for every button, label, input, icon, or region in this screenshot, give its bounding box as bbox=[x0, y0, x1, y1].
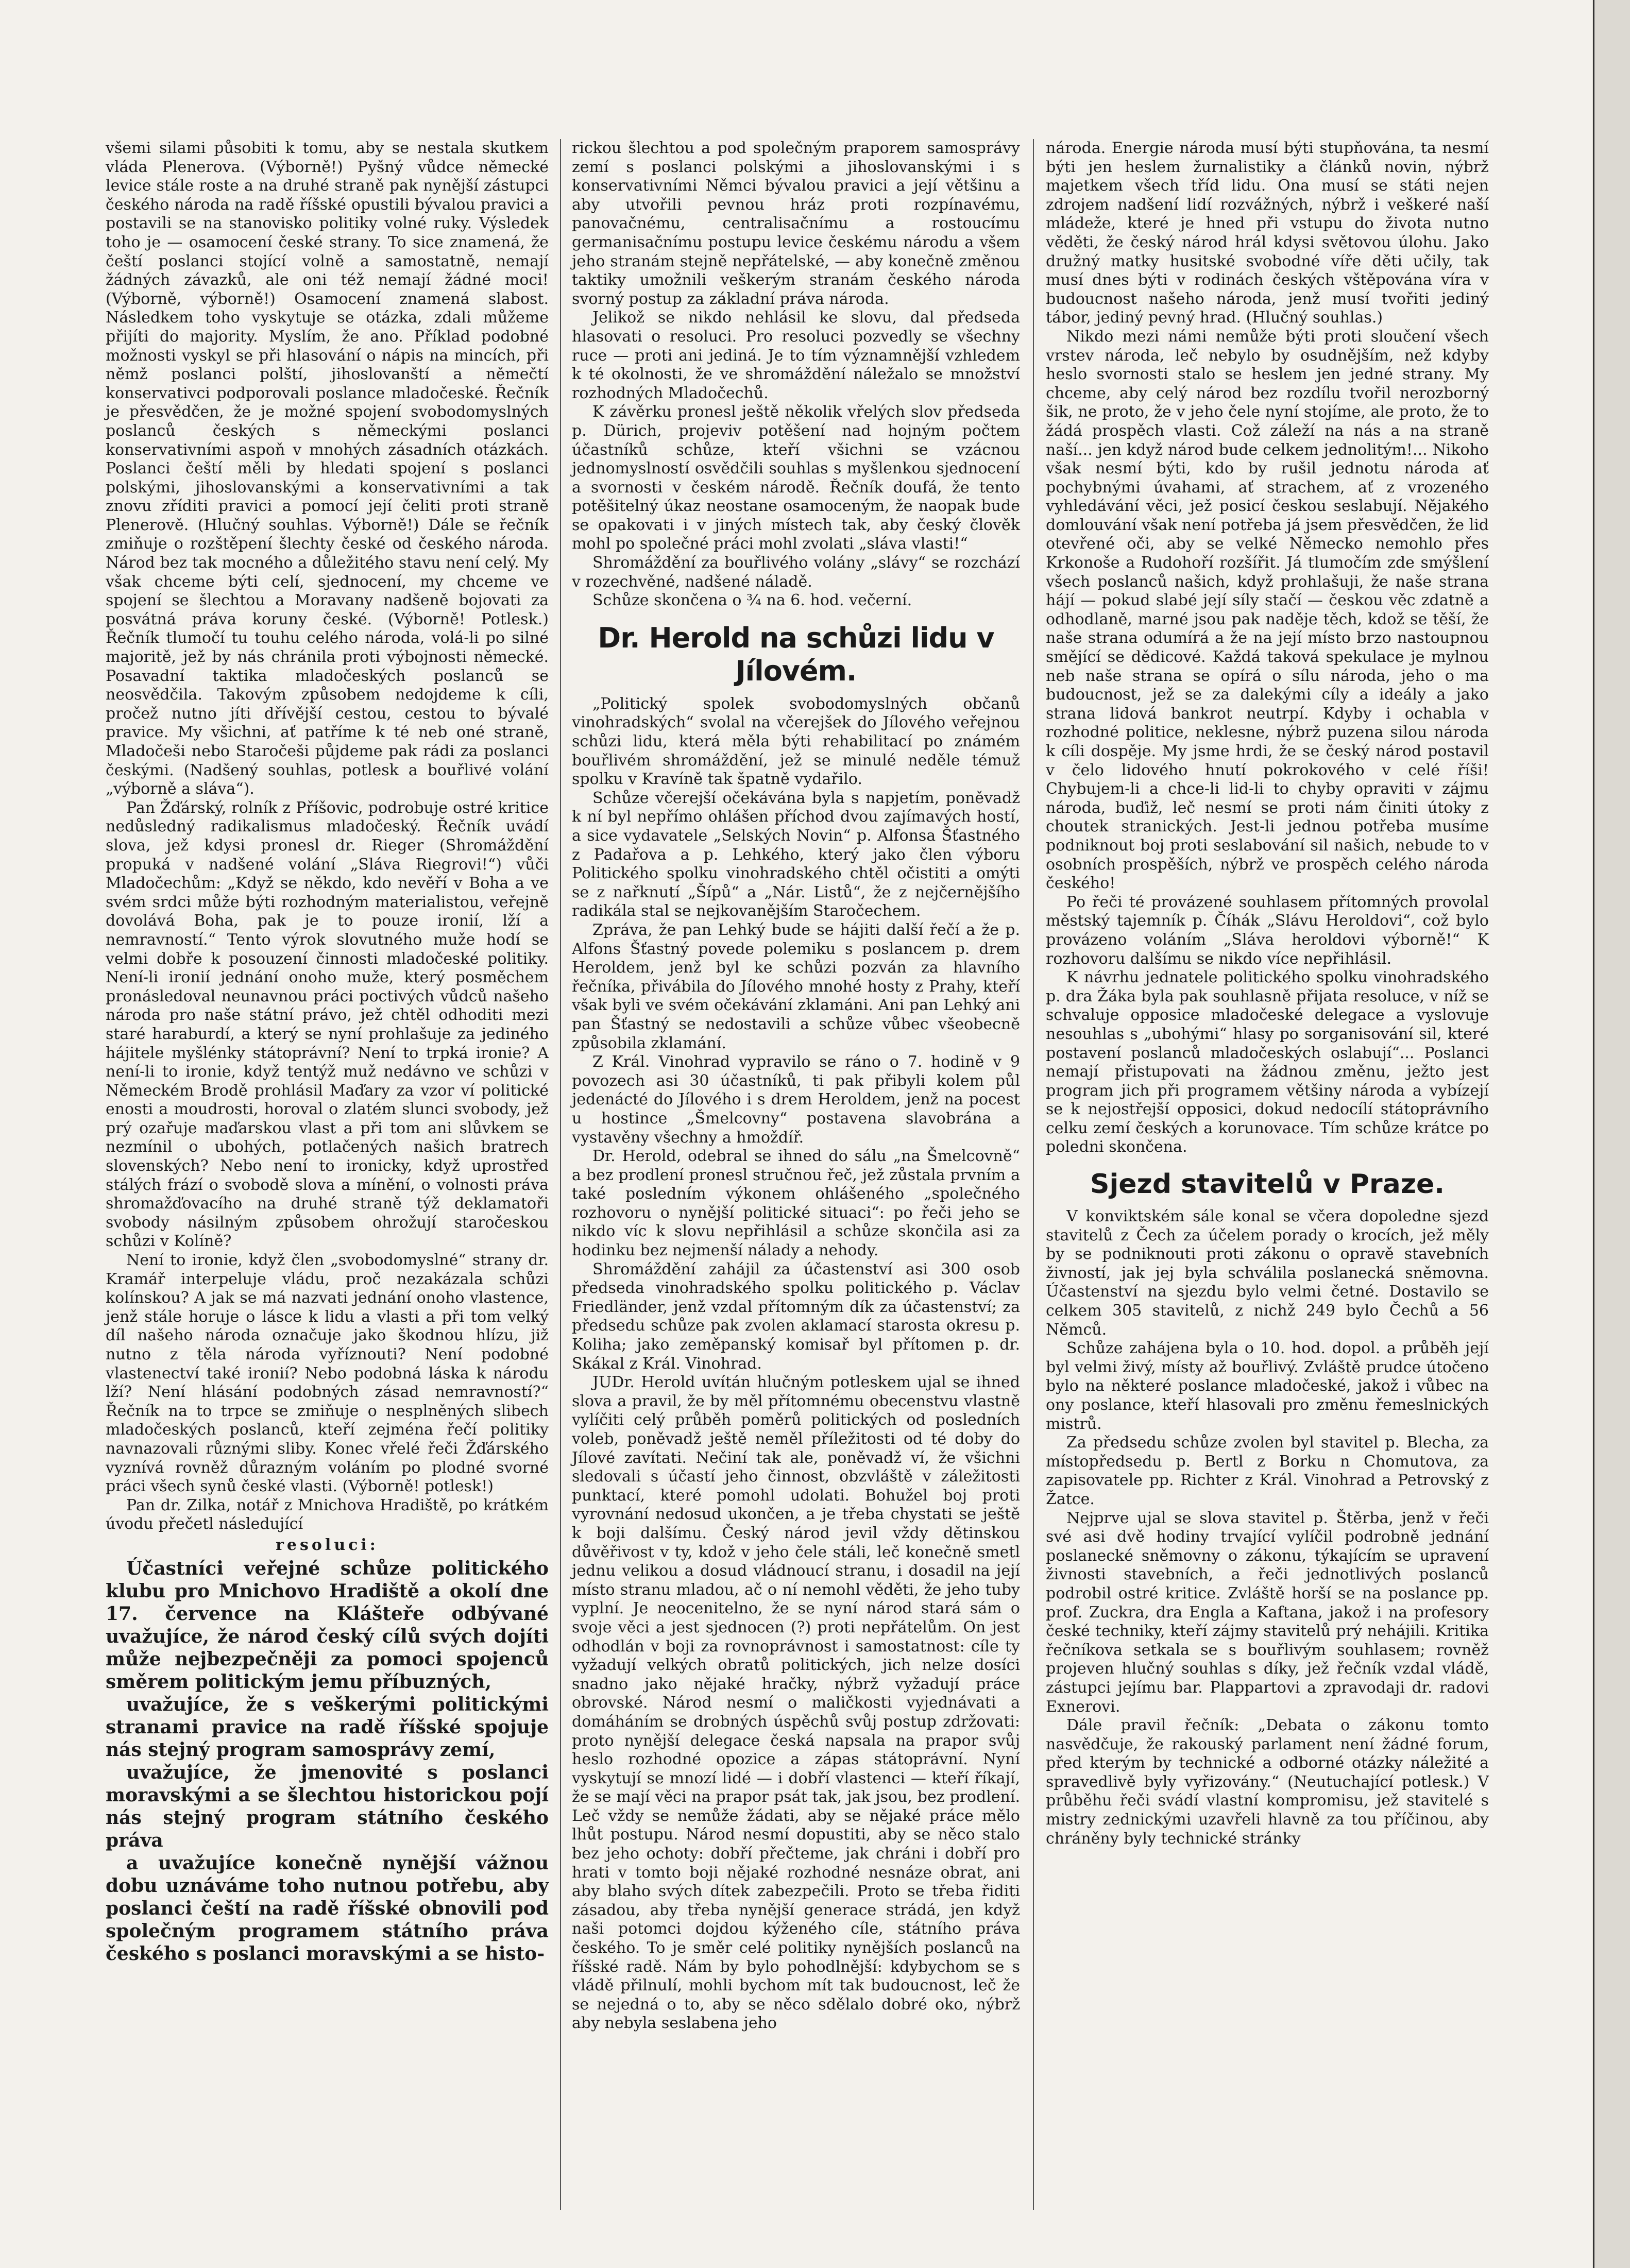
paragraph: Zpráva, že pan Lehký bude se hájiti další řečí a že p. Alfons Šťastný povede polemiku s poslancem p. drem Heroldem, jenž byl ke schůzi pozván za hlavního řečníka, přivábila do Jílového mnohé hosty z Prahy, kteří však byli ve svém očekávání zklamáni. Ani pan Lehký ani pan Šťastný se nedostavili a schůze vůbec všeobecně způsobila zklamání. bbox=[572, 920, 1020, 1052]
paragraph: Po řeči té provázené souhlasem přítomných provolal městský tajemník p. Číhák „Slávu Heroldovi“, což bylo provázeno voláním „Sláva heroldovi výborně!“ K rozhovoru dalšímu se nikdo více nepřihlásil. bbox=[1046, 893, 1489, 968]
resolution-paragraph: uvažujíce, že jmenovité s poslanci moravskými a se šlechtou historickou pojí nás stejný program státního českého práva bbox=[106, 1761, 549, 1851]
column-right bbox=[1046, 139, 1489, 1848]
paragraph: Pan Žďárský, rolník z Příšovic, podrobuje ostré kritice nedůsledný radikalismus mladočeský. Řečník uvádí slova, jež kdysi pronesl dr. Rieger (Shromáždění propuká v nadšené volání „Sláva Riegrovi!“) vůči Mladočechům: „Když se někdo, kdo nevěří v Boha a ve svém srdci může býti rozhodným materialistou, veřejně dovolává Boha, pak je to pouze ironií, lží a nemravností.“ Tento výrok slovutného muže hodí se velmi dobře k posouzení činnosti mladočeské politiky. Není-li ironií jednání onoho muže, který posměchem pronásledoval neunavnou práci poctivých vůdců našeho národa pro naše státní právo, jež chtěl odhoditi mezi staré haraburdí, a který se nyní prohlašuje za jediného hájitele myšlénky státoprávní? Není to trpká ironie? A není-li to ironie, když tentýž muž nedávno ve schůzi v Německém Brodě prohlásil Maďary za vzor ví politické enosti a moudrosti, horoval o zlatém slunci svobody, jež prý ozařuje maďarskou vlast a při tom ani slůvkem se nezmínil o ubohých, potlačených našich bratrech slovenských? Nebo není to ironicky, když uprostřed stálých frází o svobodě slova a mínění, o volnosti práva shromažďovacího na druhé straně týž deklamatoři svobody násilným způsobem ohrožují staročeskou schůzi v Kolíně? bbox=[106, 798, 549, 1251]
column-rule bbox=[1033, 139, 1034, 2210]
paragraph: rickou šlechtou a pod společným praporem samosprávy zemí s poslanci polskými a jihoslovanskými i s konservativními Němci bývalou pravici a její většinu a aby utvořili pevnou hráz proti rozpínavému, panovačnému, centralisačnímu a rostoucímu germanisačnímu postupu levice českému národu a všem jeho stranám stejně nepřátelské, — aby konečně změnou taktiky umožnili veškerým stranám českého národa svorný postup za základní práva národa. bbox=[572, 139, 1020, 308]
paragraph: K závěrku pronesl ještě několik vřelých slov předseda p. Dürich, projeviv potěšení nad hojným počtem účastníků schůze, kteří všichni se vzácnou jednomyslností osvědčili souhlas s myšlenkou sjednocení a svornosti v českém národě. Řečník doufá, že tento potěšitelný úkaz neostane osamoceným, že naopak bude se opakovati i v jiných místech tak, aby český člověk mohl po společné práci mohl zvolati „sláva vlasti!“ bbox=[572, 403, 1020, 553]
paragraph: Nikdo mezi námi nemůže býti proti sloučení všech vrstev národa, leč nebylo by osudnějším, než kdyby heslo svornosti stalo se heslem jen jedné strany. My chceme, aby celý národ bez rozdílu tvořil nerozborný šik, ne proto, že v jeho čele nyní stojíme, ale proto, že to žádá prospěch vlasti. Což záleží na nás a na straně naší... jen když národ bude celkem jednolitým!... Nikoho však nesmí býti, kdo by rušil jednotu národa ať pochybnými úvahami, ať strachem, ať z vrozeného vyhledávání věci, jež posicí českou seslabují. Nějakého domlouvání však není potřeba já jsem přesvědčen, že lid otevřené oči, aby se velké Německo nemohlo přes Krkonoše a Rudohoří rozšířit. Já tlumočím zde smýšlení všech poslanců našich, když prohlašuji, že naše strana hájí — pokud slabé její síly stačí — českou věc zdatně a odhodlaně, marné jsou pak naděje těch, kdož se těší, že naše strana odumírá a že na její místo brzo nastoupnou smějící se dědicové. Každá taková spekulace je mylnou neb naše strana se opírá o sílu národa, jeho o ma budoucnost, jež se za dalekými cíly a ideály a jako strana lidová bankrot neutrpí. Kdyby i ochabla v rozhodné politice, neklesne, nýbrž puzena silou národa k cíli dospěje. My jsme hrdi, že se český národ postavil v čelo lidového hnutí pokrokového v celé říši! Chybujem-li a chce-li lid-li to chyby opraviti v zájmu národa, buďiž, leč nesmí se proti nám činiti útoky z choutek stranických. Jest-li jednou potřeba musíme podniknout boj proti seslabování sil našich, nebude to v osobních prospěších, nýbrž ve prospěch celého národa českého! bbox=[1046, 327, 1489, 893]
paragraph: Dále pravil řečník: „Debata o zákonu tomto nasvědčuje, že rakouský parlament není žádné forum, před kterým by technické a odborné otázky náležité a spravedlivě byly vyřizovány.“ (Neutuchající potlesk.) V průběhu řeči svádí vlastní kompromisu, jež stavitelé s mistry zednickými uzavřeli hlavně za tou příčinou, aby chráněny byly technické stránky bbox=[1046, 1716, 1489, 1848]
resolution-paragraph: uvažujíce, že s veškerými politickými stranami pravice na radě říšské spojuje nás stejný program samosprávy zemí, bbox=[106, 1693, 549, 1761]
paragraph: všemi silami působiti k tomu, aby se nestala skutkem vláda Plenerova. (Výborně!) Pyšný vůdce německé levice stále roste a na druhé straně pak nynější zástupci českého národa na radě říšské opustili bývalou pravici a postavili se na stanovisko politiky volné ruky. Výsledek toho je — osamocení české strany. To sice znamená, že čeští poslanci stojící volně a samostatně, nemají žádných závazků, ale oni též nemají žádné moci! (Výborně, výborně!) Osamocení znamená slabost. Následkem toho vyskytuje se otázka, zdali můžeme přijíti do majority. Myslím, že ano. Příklad podobné možnosti vyskyl se při hlasování o nápis na mincích, při němž poslanci polští, jihoslovanští a němečtí konservativci podporovali poslance mladočeské. Řečník je přesvědčen, že je možné spojení svobodomyslných poslanců českých s německými poslanci konservativními aspoň v mnohých zásadních otázkách. Poslanci čeští měli by hledati spojení s poslanci polskými, jihoslovanskými a konservativními a tak znovu zříditi pravici a pomocí její čeliti proti straně Plenerově. (Hlučný souhlas. Výborně!) Dále se řečník zmiňuje o rozštěpení šlechty české od českého národa. Národ bez tak mocného a důležitého stavu není celý. My však chceme býti celí, sjednocení, my chceme ve spojení se šlechtou a Moravany nadšeně bojovati za posvátná práva koruny české. (Výborně! Potlesk.) Řečník tlumočí tu touhu celého národa, volá-li po silné majoritě, jež by nás chránila proti výbojnosti německé. Posavadní taktika mladočeských poslanců se neosvědčila. Takovým způsobem nedojdeme k cíli, pročež nutno jíti dřívější cestou, cestou to bývalé pravice. My všichni, ať patříme k té neb oné straně, Mladočeši nebo Staročeši půjdeme pak rádi za poslanci českými. (Nadšený souhlas, potlesk a bouřlivé volání „výborně a sláva“). bbox=[106, 139, 549, 798]
paragraph: Za předsedu schůze zvolen byl stavitel p. Blecha, za místopředsedu p. Bertl z Borku n Chomutova, za zapisovatele pp. Richter z Král. Vinohrad a Petrovský z Žatce. bbox=[1046, 1434, 1489, 1508]
column-middle bbox=[572, 139, 1020, 2033]
paragraph: Shromáždění zahájil za účastenství asi 300 osob předseda vinohradského spolku politického p. Václav Friedländer, jenž vzdal přítomným dík za účastenství; za předsedu schůze pak zvolen aklamací starosta okresu p. Koliha; jako zeměpanský komisař byl přítomen p. dr. Skákal z Král. Vinohrad. bbox=[572, 1260, 1020, 1373]
paragraph: Schůze včerejší očekávána byla s napjetím, poněvadž k ní byl nepřímo ohlášen příchod dvou zajímavých hostí, a sice vydavatele „Selských Novin“ p. Alfonsa Šťastného z Padařova a p. Lehkého, který jako člen výboru Politického spolku vinohradského chtěl očistiti a omýti se z nařknutí „Šípů“ a „Nár. Listů“, že z nejčernějšího radikála stal se nejkovanějším Staročechem. bbox=[572, 789, 1020, 920]
resolution-paragraph: a uvažujíce konečně nynější vážnou dobu uznáváme toho nutnou potřebu, aby poslanci čeští na radě říšské obnovili pod společným programem státního práva českého s poslanci moravskými a se histo- bbox=[106, 1852, 549, 1965]
resolution-paragraph: Účastníci veřejné schůze politického klubu pro Mnichovo Hradiště a okolí dne 17. července na Klášteře odbývané uvažujíce, že národ český cílů svých dojíti může nejbezpečněji za pomoci spojenců směrem politickým jemu příbuzných, bbox=[106, 1557, 549, 1693]
article-heading-sjezd: Sjezd stavitelů v Praze. bbox=[1090, 1169, 1445, 1200]
column-left bbox=[106, 139, 549, 1965]
column-rule bbox=[560, 139, 561, 2210]
resolution-text bbox=[106, 1557, 549, 1965]
paragraph: Pan dr. Zilka, notář z Mnichova Hradiště, po krátkém úvodu přečetl následující bbox=[106, 1496, 549, 1533]
paragraph: „Politický spolek svobodomyslných občanů vinohradských“ svolal na včerejšek do Jílového veřejnou schůzi lidu, která měla býti rehabilitací po známém bouřlivém shromáždění, jež se minulé neděle témuž spolku v Kravíně tak špatně vydařilo. bbox=[572, 694, 1020, 789]
paragraph: JUDr. Herold uvítán hlučným potleskem ujal se ihned slova a pravil, že by měl přítomnému obecenstvu vlastně vylíčiti celý průběh poměrů politických od posledních voleb, poněvadž ještě neměl příležitosti od té doby do Jílové zavítati. Nečiní tak ale, poněvadž ví, že všichni sledovali s účastí jeho činnost, obzvláště v záležitosti punktací, které pomohl udolati. Bohužel boj proti vyrovnání nedosud ukončen, a je třeba chystati se ještě k boji dalšímu. Český národ jevil vždy dětinskou důvěřivost v ty, kdož v jeho čele stáli, leč konečně smetl jednu velikou a dosud vládnoucí stranu, i dosadil na její místo stranu mladou, ač o ní nemohl věděti, že jeho tuby vyplní. Je neocenitelno, že se nyní národ stará sám o svoje věci a jest sjednocen (?) proti nepřátelům. On jest odhodlán v boji za rovnoprávnost i samostatnost: cíle ty vyžadují velkých obratů politických, jich nelze dosíci snadno jako nějaké hračky, nýbrž vyžadují práce obrovské. Národ nesmí o maličkosti vyjednávati a domáháním se drobných úspěchů svůj postup zdržovati: proto nynější delegace česká napsala na prapor svůj heslo rozhodné opozice a zápas státoprávní. Nyní vyskytují se mnozí lidé — i dobří vlastenci — kteří říkají, že se mají věci na prapor psát tak, jak jsou, bez prodlení. Leč vždy se nemůže žádati, aby se nějaké práce mělo lhůt postupu. Národ nesmí dopustiti, aby se něco stalo bez jeho ochoty: dobří přečteme, jak chráni i dobří pro hrati v tomto boji nějaké rozhodné nesnáze obrat, ani aby blaho svých dítek zabezpečili. Proto se třeba řiditi zásadou, aby třeba nynější generace strádá, jen když naši potomci dojdou kýženého cíle, státního práva českého. To je směr celé politiky nynějších poslanců na říšské radě. Nám by bylo pohodlnější: kdybychom se s vládě přilnulí, mohli bychom mít tak budoucnost, leč že se nejedná o to, aby se něco sdělalo dobré oko, nýbrž aby nebyla seslabena jeho bbox=[572, 1373, 1020, 2033]
paragraph: V konviktském sále konal se včera dopoledne sjezd stavitelů z Čech za účelem porady o krocích, jež měly by se podniknouti proti zákonu o opravě stavebních živností, jak jej byla schválila poslanecká sněmovna. Účastenství na sjezdu bylo velmi četné. Dostavilo se celkem 305 stavitelů, z nichž 249 bylo Čechů a 56 Němců. bbox=[1046, 1207, 1489, 1339]
paragraph: Není to ironie, když člen „svobodomyslné“ strany dr. Kramář interpeluje vládu, proč nezakázala schůzi kolínskou? A jak se má nazvati jednání onoho vlastence, jenž stále horuje o lásce k lidu a vlasti a při tom velký díl našeho národa označuje jako škodnou hlízu, již nutno z těla národa vyříznouti? Není podobné vlastenectví také ironií? Nebo podobná láska k národu lží? Není hlásání podobných zásad nemravností?“ Řečník na to trpce se zmiňuje o nesplněných slibech mladočeských poslanců, kteří zejména řečí politiky navnazovali různými sliby. Konec vřelé řeči Žďárského vyznívá rovněž důrazným voláním po plodné svorné práci všech synů české vlasti. (Výborně! potlesk!) bbox=[106, 1251, 549, 1496]
paragraph: K návrhu jednatele politického spolku vinohradského p. dra Žáka byla pak souhlasně přijata resoluce, v níž se schvaluje opposice mladočeské delegace a vyslovuje nesouhlas s „ubohými“ hlasy po sorganisování sil, které postavení poslanců mladočeských oslabují“... Poslanci nemají přistupovati na žádnou změnu, ježto jest program jich při programem většiny národa a vybízejí se k nejostřejší opposici, dokud nedocílí státoprávního celku zemí českých a korunovace. Tím schůze krátce po poledni skončena. bbox=[1046, 968, 1489, 1156]
paragraph: Dr. Herold, odebral se ihned do sálu „na Šmelcovně“ a bez prodlení pronesl stručnou řeč, jež zůstala prvním a také posledním výkonem ohlášeného „společného rozhovoru o nynější politické situaci“: po řeči jeho se nikdo víc k slovu nepřihlásil a schůze skončila asi za hodinku bez nejmenší nálady a nehody. bbox=[572, 1147, 1020, 1260]
paragraph: Schůze zahájena byla o 10. hod. dopol. a průběh její byl velmi živý, místy až bouřlivý. Zvláště prudce útočeno bylo na některé poslance mladočeské, jakož i vůbec na ony poslance, kteří hlasovali pro změnu řemeslnických mistrů. bbox=[1046, 1339, 1489, 1433]
article-heading-herold: Dr. Herold na schůzi lidu v Jílovém. bbox=[598, 621, 994, 687]
paragraph: Nejprve ujal se slova stavitel p. Štěrba, jenž v řeči své asi dvě hodiny trvající vylíčil podrobně jednání poslanecké sněmovny o zákonu, týkajícím se upravení živnosti stavebních, a řeči jednotlivých poslanců podrobil ostré kritice. Zvláště horší se na poslance pp. prof. Zuckra, dra Engla a Kaftana, jakož i na profesory české techniky, kteří zájmy stavitelů prý nehájili. Kritika řečníkova setkala se s bouřlivým souhlasem; rovněž projeven hlučný souhlas s díky, jež řečník vzdal vládě, zástupci jejímu bar. Plappartovi a zpravodaji dr. radovi Exnerovi. bbox=[1046, 1509, 1489, 1716]
resolution-heading: resoluci: bbox=[276, 1536, 379, 1554]
paragraph: národa. Energie národa musí býti stupňována, ta nesmí býti jen heslem žurnalistiky a článků novin, nýbrž majetkem všech tříd lidu. Ona musí se státi nejen zdrojem nadšení lidí rozvážných, nýbrž i veškeré naší mládeže, které je hned při vstupu do života nutno věděti, že český národ hrál kdysi světovou úlohu. Jako družný matky husitské svobodné víře děti učily, tak musí dnes býti v rodinách českých vštěpována víra v budoucnost našeho národa, jenž musí tvořiti jediný tábor, jediný pevný hrad. (Hlučný souhlas.) bbox=[1046, 139, 1489, 327]
paragraph: Jelikož se nikdo nehlásil ke slovu, dal předseda hlasovati o resoluci. Pro resoluci pozvedly se všechny ruce — proti ani jediná. Je to tím významnější vzhledem k té okolnosti, že ve shromáždění náležalo se množství rozhodných Mladočechů. bbox=[572, 309, 1020, 402]
next-page-edge bbox=[1593, 0, 1630, 2268]
paragraph: Schůze skončena o ¾ na 6. hod. večerní. bbox=[592, 591, 912, 610]
paragraph: Shromáždění za bouřlivého volány „slávy“ se rozchází v rozechvěné, nadšené náladě. bbox=[572, 554, 1020, 591]
paragraph: Z Král. Vinohrad vypravilo se ráno o 7. hodině v 9 povozech asi 30 účastníků, ti pak přibyli kolem půl jedenácté do Jílového i s drem Heroldem, jenž na pocest u hostince „Šmelcovny“ postavena slavobrána a vystavěny všechny a hmoždíř. bbox=[572, 1053, 1020, 1147]
